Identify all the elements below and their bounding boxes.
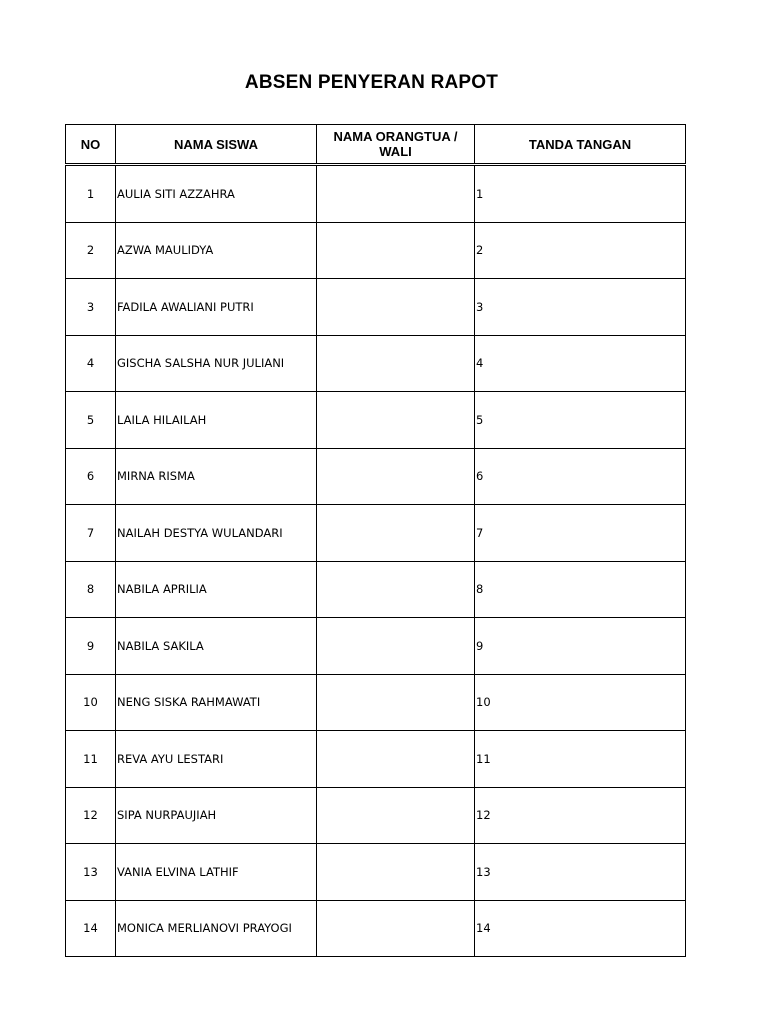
student-name: MIRNA RISMA xyxy=(116,448,317,505)
header-row xyxy=(66,125,686,165)
signature-cell[interactable]: 6 xyxy=(475,448,686,505)
student-name: MONICA MERLIANOVI PRAYOGI xyxy=(116,900,317,957)
signature-cell[interactable]: 13 xyxy=(475,844,686,901)
table-row xyxy=(66,335,686,392)
table-row xyxy=(66,279,686,336)
parent-name-cell[interactable] xyxy=(317,787,475,844)
student-name: LAILA HILAILAH xyxy=(116,392,317,449)
signature-cell[interactable]: 14 xyxy=(475,900,686,957)
table-header xyxy=(66,125,686,165)
parent-name-cell[interactable] xyxy=(317,165,475,223)
parent-name-cell[interactable] xyxy=(317,618,475,675)
header-tanda-tangan: TANDA TANGAN xyxy=(475,125,686,165)
signature-cell[interactable]: 9 xyxy=(475,618,686,675)
student-name: NABILA APRILIA xyxy=(116,561,317,618)
parent-name-cell[interactable] xyxy=(317,674,475,731)
parent-name-cell[interactable] xyxy=(317,222,475,279)
signature-cell[interactable]: 3 xyxy=(475,279,686,336)
student-name: SIPA NURPAUJIAH xyxy=(116,787,317,844)
row-number: 2 xyxy=(66,222,116,279)
row-number: 14 xyxy=(66,900,116,957)
signature-cell[interactable]: 4 xyxy=(475,335,686,392)
signature-cell[interactable]: 5 xyxy=(475,392,686,449)
table-row xyxy=(66,222,686,279)
parent-name-cell[interactable] xyxy=(317,900,475,957)
student-name: FADILA AWALIANI PUTRI xyxy=(116,279,317,336)
header-nama-orangtua: NAMA ORANGTUA / WALI xyxy=(317,125,475,165)
row-number: 3 xyxy=(66,279,116,336)
student-name: AZWA MAULIDYA xyxy=(116,222,317,279)
table-row xyxy=(66,392,686,449)
table-row xyxy=(66,505,686,562)
table-row xyxy=(66,618,686,675)
signature-cell[interactable]: 8 xyxy=(475,561,686,618)
row-number: 10 xyxy=(66,674,116,731)
parent-name-cell[interactable] xyxy=(317,279,475,336)
parent-name-cell[interactable] xyxy=(317,844,475,901)
row-number: 9 xyxy=(66,618,116,675)
student-name: NAILAH DESTYA WULANDARI xyxy=(116,505,317,562)
parent-name-cell[interactable] xyxy=(317,392,475,449)
row-number: 4 xyxy=(66,335,116,392)
table-body xyxy=(66,165,686,957)
row-number: 11 xyxy=(66,731,116,788)
attendance-table xyxy=(65,124,686,957)
row-number: 7 xyxy=(66,505,116,562)
row-number: 13 xyxy=(66,844,116,901)
header-no: NO xyxy=(66,125,116,165)
row-number: 1 xyxy=(66,165,116,223)
parent-name-cell[interactable] xyxy=(317,731,475,788)
table-row xyxy=(66,787,686,844)
row-number: 6 xyxy=(66,448,116,505)
student-name: NENG SISKA RAHMAWATI xyxy=(116,674,317,731)
student-name: NABILA SAKILA xyxy=(116,618,317,675)
parent-name-cell[interactable] xyxy=(317,561,475,618)
table-row xyxy=(66,674,686,731)
signature-cell[interactable]: 1 xyxy=(475,165,686,223)
row-number: 12 xyxy=(66,787,116,844)
signature-cell[interactable]: 7 xyxy=(475,505,686,562)
student-name: AULIA SITI AZZAHRA xyxy=(116,165,317,223)
student-name: VANIA ELVINA LATHIF xyxy=(116,844,317,901)
student-name: REVA AYU LESTARI xyxy=(116,731,317,788)
table-row xyxy=(66,561,686,618)
header-nama-siswa: NAMA SISWA xyxy=(116,125,317,165)
page-title: ABSEN PENYERAN RAPOT xyxy=(244,72,499,93)
table-row xyxy=(66,900,686,957)
row-number: 8 xyxy=(66,561,116,618)
student-name: GISCHA SALSHA NUR JULIANI xyxy=(116,335,317,392)
signature-cell[interactable]: 2 xyxy=(475,222,686,279)
parent-name-cell[interactable] xyxy=(317,448,475,505)
signature-cell[interactable]: 11 xyxy=(475,731,686,788)
parent-name-cell[interactable] xyxy=(317,505,475,562)
table-row xyxy=(66,731,686,788)
parent-name-cell[interactable] xyxy=(317,335,475,392)
table-row xyxy=(66,165,686,223)
table-row xyxy=(66,448,686,505)
signature-cell[interactable]: 10 xyxy=(475,674,686,731)
table-row xyxy=(66,844,686,901)
row-number: 5 xyxy=(66,392,116,449)
signature-cell[interactable]: 12 xyxy=(475,787,686,844)
